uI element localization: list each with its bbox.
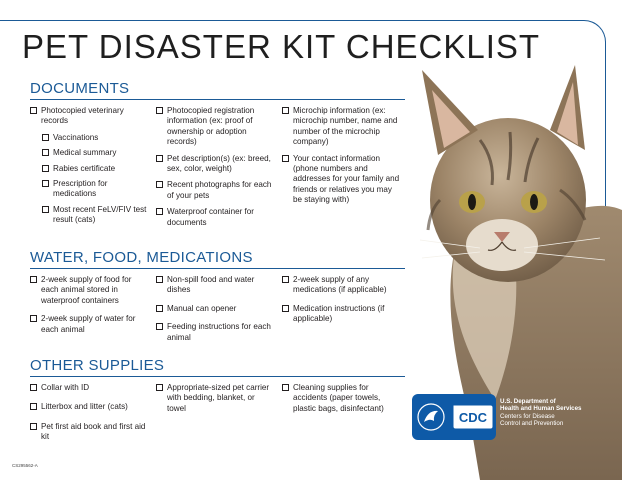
section-heading-documents: DOCUMENTS (30, 80, 130, 97)
checklist-item[interactable]: Pet first aid book and first aid kit (30, 422, 148, 443)
checkbox[interactable] (30, 276, 37, 283)
checkbox[interactable] (156, 208, 163, 215)
checkbox[interactable] (156, 155, 163, 162)
checkbox[interactable] (42, 149, 49, 156)
other-column-3 (282, 383, 400, 420)
checkbox[interactable] (30, 403, 37, 410)
checkbox[interactable] (156, 181, 163, 188)
section-rule-water (30, 268, 405, 269)
checkbox[interactable] (42, 165, 49, 172)
checkbox[interactable] (282, 384, 289, 391)
checklist-subitem[interactable]: Prescription for medications (42, 179, 148, 200)
water-column-1 (30, 275, 148, 341)
water-column-2 (156, 275, 274, 349)
checklist-subitem[interactable]: Most recent FeLV/FIV test result (cats) (42, 205, 148, 226)
checklist-item[interactable]: Appropriate-sized pet carrier with bedding, blanket, or towel (156, 383, 274, 414)
checklist-item[interactable]: Photocopied registration information (ex: proof of ownership or adoption records) (156, 106, 274, 148)
checklist-item[interactable]: Recent photographs for each of your pets (156, 180, 274, 201)
checkbox[interactable] (156, 305, 163, 312)
cdc-logo-icon (453, 405, 493, 429)
checkbox[interactable] (30, 384, 37, 391)
documents-column-3 (282, 106, 400, 212)
documents-column-1 (30, 106, 148, 231)
checklist-subitem[interactable]: Rabies certificate (42, 164, 148, 174)
checkbox[interactable] (30, 107, 37, 114)
water-column-3 (282, 275, 400, 331)
checkbox[interactable] (30, 315, 37, 322)
checklist-item[interactable]: Cleaning supplies for accidents (paper towels, plastic bags, disinfectant) (282, 383, 400, 414)
hhs-eagle-icon (416, 402, 446, 432)
checklist-item[interactable]: 2-week supply of water for each animal (30, 314, 148, 335)
checklist-subitem[interactable]: Vaccinations (42, 133, 148, 143)
checkbox[interactable] (156, 276, 163, 283)
svg-text:CDC: CDC (458, 410, 487, 425)
checkbox[interactable] (282, 155, 289, 162)
checkbox[interactable] (30, 423, 37, 430)
checklist-subitem[interactable]: Medical summary (42, 148, 148, 158)
checklist-item[interactable]: Litterbox and litter (cats) (30, 402, 148, 412)
checkbox[interactable] (156, 107, 163, 114)
page-title: PET DISASTER KIT CHECKLIST (22, 28, 541, 65)
checklist-item[interactable]: Manual can opener (156, 304, 274, 314)
checklist-item[interactable]: Waterproof container for documents (156, 207, 274, 228)
checkbox[interactable] (156, 384, 163, 391)
checklist-item[interactable]: Medication instructions (if applicable) (282, 304, 400, 325)
checklist-item[interactable]: Pet description(s) (ex: breed, sex, color, weight) (156, 154, 274, 175)
other-column-2 (156, 383, 274, 420)
agency-name: U.S. Department of Health and Human Services Centers for Disease Control and Prevention (500, 398, 582, 428)
checklist-item[interactable]: 2-week supply of any medications (if applicable) (282, 275, 400, 296)
checkbox[interactable] (42, 134, 49, 141)
checkbox[interactable] (156, 323, 163, 330)
checklist-item[interactable]: Non-spill food and water dishes (156, 275, 274, 296)
document-code: CS295562-A (12, 463, 38, 468)
checklist-item[interactable]: Feeding instructions for each animal (156, 322, 274, 343)
checklist-item[interactable]: Your contact information (phone numbers and addresses for your family and friends or relatives you may be staying with) (282, 154, 400, 206)
checkbox[interactable] (282, 276, 289, 283)
checklist-item[interactable]: Collar with ID (30, 383, 148, 393)
checkbox[interactable] (282, 305, 289, 312)
section-heading-other-supplies: OTHER SUPPLIES (30, 357, 165, 374)
section-heading-water-food-medications: WATER, FOOD, MEDICATIONS (30, 249, 253, 266)
checkbox[interactable] (42, 180, 49, 187)
checkbox[interactable] (42, 206, 49, 213)
checkbox[interactable] (282, 107, 289, 114)
section-rule-documents (30, 99, 405, 100)
other-column-1 (30, 383, 148, 449)
documents-column-2 (156, 106, 274, 234)
checklist-item[interactable]: 2-week supply of food for each animal stored in waterproof containers (30, 275, 148, 306)
hhs-cdc-logo (412, 394, 496, 440)
checklist-item[interactable]: Photocopied veterinary records (30, 106, 148, 127)
checklist-item[interactable]: Microchip information (ex: microchip number, name and number of the microchip company) (282, 106, 400, 148)
section-rule-other (30, 376, 405, 377)
